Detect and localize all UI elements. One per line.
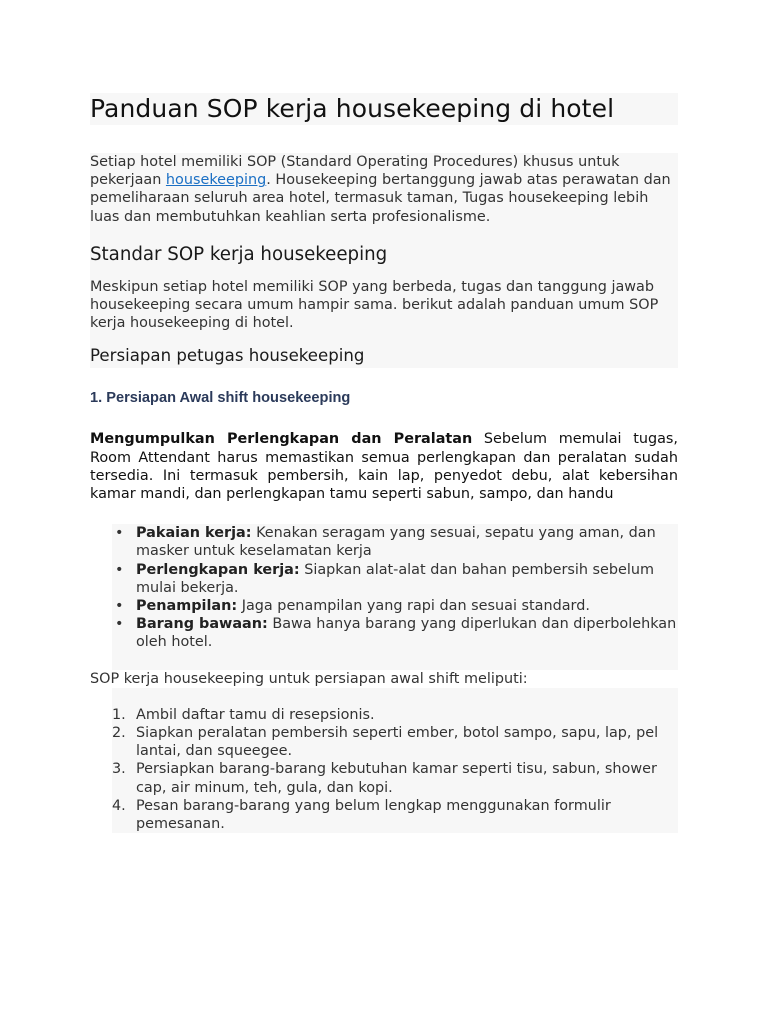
step-text: Ambil daftar tamu di resepsionis. — [136, 706, 375, 723]
document-page — [90, 93, 678, 833]
step-number: 3. — [112, 761, 126, 778]
bullet-text: Jaga penampilan yang rapi dan sesuai standard. — [237, 598, 590, 615]
step-lead-paragraph — [90, 430, 678, 503]
list-item — [115, 615, 678, 651]
step-number: 1. — [112, 706, 126, 723]
bullet-label: Perlengkapan kerja: — [136, 561, 300, 578]
section-heading-persiapan: Persiapan petugas housekeeping — [90, 346, 365, 366]
list-item — [112, 724, 678, 760]
bullet-text: Bawa hanya barang yang diperlukan dan diperbolehkan oleh hotel. — [136, 616, 677, 651]
page-title: Panduan SOP kerja housekeeping di hotel — [90, 93, 678, 125]
step-text: Persiapkan barang-barang kebutuhan kamar seperti tisu, sabun, shower cap, air minum, teh, gula, dan kopi. — [136, 761, 657, 796]
bullet-text: Kenakan seragam yang sesuai, sepatu yang aman, dan masker untuk keselamatan kerja — [136, 525, 656, 560]
section-heading-standar-sop: Standar SOP kerja housekeeping — [90, 243, 388, 265]
bullet-dot: • — [115, 598, 124, 615]
list-item — [115, 561, 678, 597]
intro-paragraph — [90, 153, 678, 226]
list-item — [112, 760, 678, 796]
step-number: 4. — [112, 797, 126, 814]
step-lead-bold: Mengumpulkan Perlengkapan dan Peralatan — [90, 431, 473, 448]
numbered-list — [112, 706, 678, 833]
step-heading-persiapan-awal: 1. Persiapan Awal shift housekeeping — [90, 390, 351, 407]
bullet-dot: • — [115, 616, 124, 633]
lists-block — [90, 524, 678, 833]
bullet-list — [112, 524, 678, 651]
bullet-label: Pakaian kerja: — [136, 525, 252, 542]
list-item — [115, 524, 678, 560]
intro-text-before-link: Setiap hotel memiliki SOP (Standard Operating Procedures) khusus untuk pekerjaan — [90, 154, 620, 189]
step-lead-text: Sebelum memulai tugas, Room Attendant harus memastikan semua perlengkapan dan peralatan sudah tersedia. Ini termasuk pembersih, kain lap, penyedot debu, alat kebersihan kamar mandi, dan perlengkapan tamu seperti sabun, sampo, dan handu — [90, 431, 679, 503]
step-number: 2. — [112, 725, 126, 742]
bullet-text: Siapkan alat-alat dan bahan pembersih sebelum mulai bekerja. — [136, 561, 655, 596]
section-standar-body: Meskipun setiap hotel memiliki SOP yang berbeda, tugas dan tanggung jawab housekeeping secara umum hampir sama. berikut adalah panduan umum SOP kerja housekeeping di hotel. — [90, 278, 659, 332]
intro-and-sections-block — [90, 153, 678, 368]
list-item — [115, 597, 678, 615]
list-item — [112, 797, 678, 833]
bullet-label: Penampilan: — [136, 598, 238, 615]
bullet-label: Barang bawaan: — [136, 616, 268, 633]
step-text: Siapkan peralatan pembersih seperti ember, botol sampo, sapu, lap, pel lantai, dan squeegee. — [136, 725, 659, 760]
housekeeping-link[interactable]: housekeeping — [165, 172, 267, 189]
list-item — [112, 706, 678, 724]
bullet-dot: • — [115, 561, 124, 578]
step-text: Pesan barang-barang yang belum lengkap menggunakan formulir pemesanan. — [136, 797, 611, 833]
intro-text-after-link: . Housekeeping bertanggung jawab atas perawatan dan pemeliharaan seluruh area hotel, termasuk taman, Tugas housekeeping lebih luas dan membutuhkan keahlian serta profesionalisme. — [90, 172, 671, 225]
summary-paragraph: SOP kerja housekeeping untuk persiapan awal shift meliputi: — [90, 670, 678, 688]
bullet-dot: • — [115, 525, 124, 542]
